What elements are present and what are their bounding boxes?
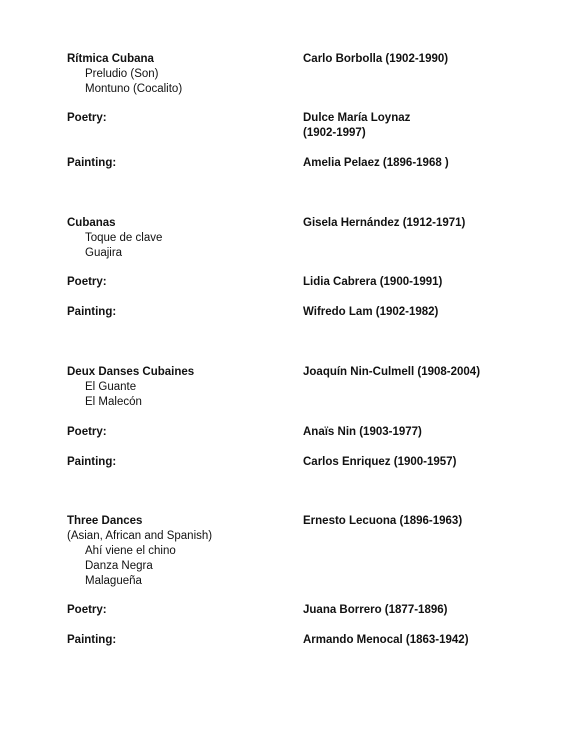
section-3-composer xyxy=(303,365,553,380)
section-3-painting-label xyxy=(67,455,297,470)
work-title: Deux Danses Cubaines xyxy=(67,366,195,378)
poet-name: Anaïs Nin (1903-1977) xyxy=(303,426,422,438)
poet-name: Lidia Cabrera (1900-1991) xyxy=(303,276,443,288)
movement: Preludio (Son) xyxy=(85,68,159,80)
section-2-composer xyxy=(303,216,553,231)
movement: Toque de clave xyxy=(85,232,163,244)
section-2-painter xyxy=(303,305,553,320)
section-4-composer xyxy=(303,514,553,529)
painting-label: Painting: xyxy=(67,306,117,318)
section-4-painter xyxy=(303,633,553,648)
poet-name: Juana Borrero (1877-1896) xyxy=(303,604,448,616)
work-title: Rítmica Cubana xyxy=(67,53,154,65)
composer-name: Carlo Borbolla (1902-1990) xyxy=(303,53,449,65)
section-4-painting-label xyxy=(67,633,297,648)
section-1-poet xyxy=(303,111,553,141)
movement: Ahí viene el chino xyxy=(85,545,176,557)
poet-name: Dulce María Loynaz xyxy=(303,112,411,124)
composer-name: Joaquín Nin-Culmell (1908-2004) xyxy=(303,366,481,378)
section-1-painting-label xyxy=(67,156,297,171)
poetry-label: Poetry: xyxy=(67,276,107,288)
section-3-poet xyxy=(303,425,553,440)
section-2-painting-label xyxy=(67,305,297,320)
poetry-label: Poetry: xyxy=(67,604,107,616)
movement: Malagueña xyxy=(85,575,142,587)
section-1-poetry-label xyxy=(67,111,297,126)
section-1-work xyxy=(67,52,297,97)
movement: Guajira xyxy=(85,247,123,259)
poet-dates: (1902-1997) xyxy=(303,127,366,139)
section-2-poet xyxy=(303,275,553,290)
section-4-work xyxy=(67,514,297,589)
work-title: Three Dances xyxy=(67,515,143,527)
painting-label: Painting: xyxy=(67,157,117,169)
section-2-work xyxy=(67,216,297,261)
section-2-poetry-label xyxy=(67,275,297,290)
painter-name: Wifredo Lam (1902-1982) xyxy=(303,306,439,318)
painting-label: Painting: xyxy=(67,456,117,468)
section-3-painter xyxy=(303,455,553,470)
movement: El Guante xyxy=(85,381,137,393)
painting-label: Painting: xyxy=(67,634,117,646)
painter-name: Armando Menocal (1863-1942) xyxy=(303,634,469,646)
movement: Danza Negra xyxy=(85,560,153,572)
section-4-poetry-label xyxy=(67,603,297,618)
work-title: Cubanas xyxy=(67,217,116,229)
section-1-composer xyxy=(303,52,553,67)
movement: El Malecón xyxy=(85,396,142,408)
work-subtitle: (Asian, African and Spanish) xyxy=(67,530,213,542)
section-1-painter xyxy=(303,156,553,171)
painter-name: Amelia Pelaez (1896-1968 ) xyxy=(303,157,449,169)
composer-name: Gisela Hernández (1912-1971) xyxy=(303,217,466,229)
section-4-poet xyxy=(303,603,553,618)
poetry-label: Poetry: xyxy=(67,112,107,124)
section-3-poetry-label xyxy=(67,425,297,440)
poetry-label: Poetry: xyxy=(67,426,107,438)
movement: Montuno (Cocalito) xyxy=(85,83,183,95)
section-3-work xyxy=(67,365,297,410)
composer-name: Ernesto Lecuona (1896-1963) xyxy=(303,515,463,527)
painter-name: Carlos Enriquez (1900-1957) xyxy=(303,456,457,468)
